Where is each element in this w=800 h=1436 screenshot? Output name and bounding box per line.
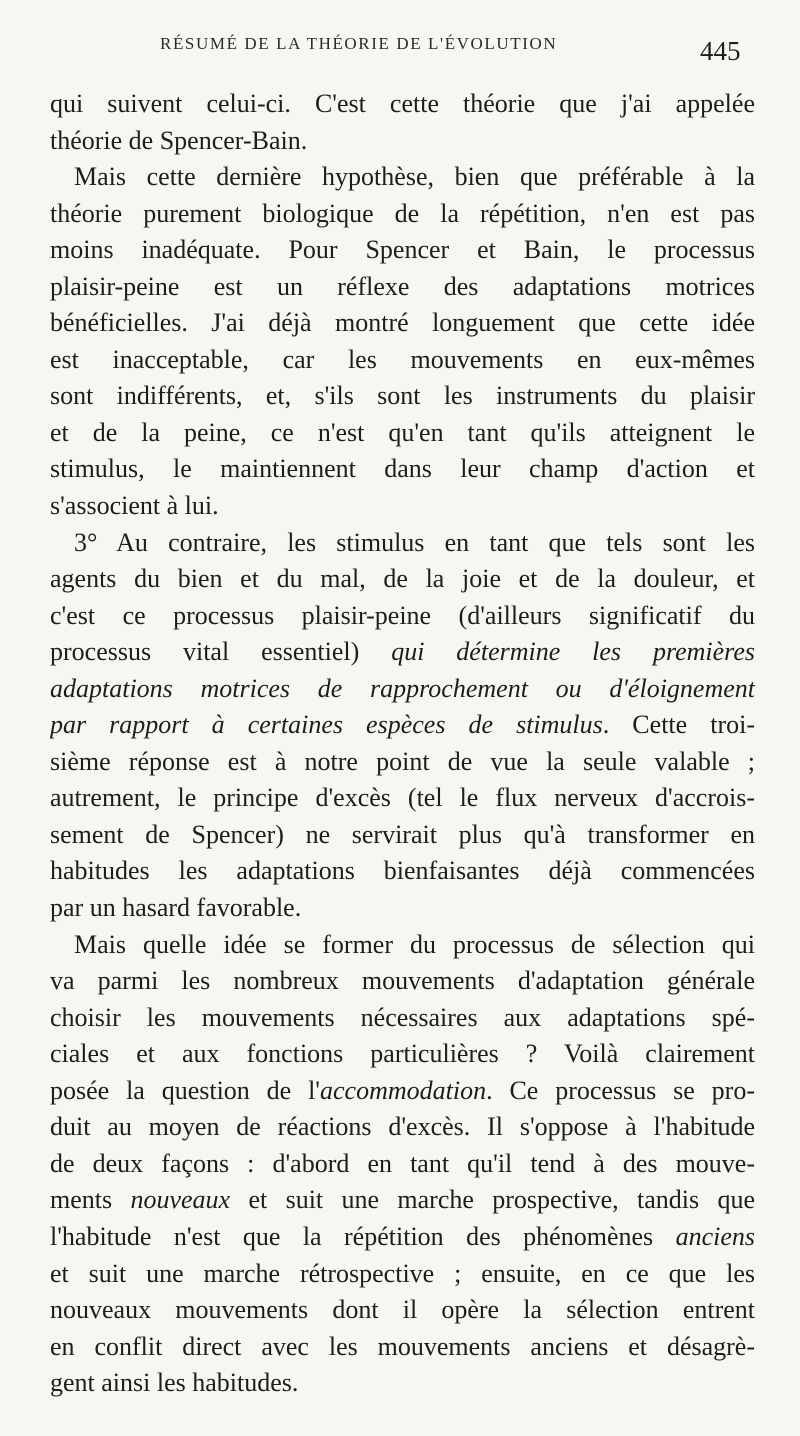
- text-line: [50, 707, 755, 744]
- text-segment: duit au moyen de réactions d'excès. Il s'oppose à l'habitude: [50, 1112, 755, 1142]
- text-segment: nouveaux mouvements dont il opère la sélection entrent: [50, 1295, 755, 1325]
- text-segment: processus vital essentiel): [50, 637, 392, 667]
- text-segment: posée la question de l': [50, 1075, 320, 1105]
- text-line: [50, 963, 755, 1000]
- text-line: [50, 123, 755, 160]
- italic-text-segment: accommodation: [319, 1075, 487, 1105]
- body-text: [50, 86, 755, 1402]
- text-segment: agents du bien et du mal, de la joie et de la douleur, et: [50, 564, 755, 594]
- text-segment: et de la peine, ce n'est qu'en tant qu'ils atteignent le: [50, 417, 755, 447]
- text-segment: bénéficielles. J'ai déjà montré longuement que cette idée: [50, 308, 755, 338]
- text-segment: qui suivent celui-ci. C'est cette théorie que j'ai appelée: [50, 89, 755, 118]
- text-segment: choisir les mouvements nécessaires aux adaptations spé-: [50, 1002, 755, 1032]
- text-segment: va parmi les nombreux mouvements d'adaptation générale: [50, 966, 755, 996]
- text-line: [50, 415, 755, 452]
- text-segment: sement de Spencer) ne servirait plus qu'à transformer en: [50, 819, 755, 849]
- text-segment: Mais quelle idée se former du processus de sélection qui: [74, 929, 755, 959]
- text-line: [50, 634, 755, 671]
- text-line: [50, 853, 755, 890]
- text-segment: plaisir-peine est un réflexe des adaptations motrices: [50, 271, 755, 301]
- text-segment: c'est ce processus plaisir-peine (d'ailleurs significatif du: [50, 600, 755, 630]
- text-line: [50, 1219, 755, 1256]
- text-line: [50, 598, 755, 635]
- text-line: [50, 1365, 755, 1402]
- text-line: [50, 451, 755, 488]
- text-line: [50, 305, 755, 342]
- text-segment: autrement, le principe d'excès (tel le flux nerveux d'accrois-: [50, 783, 755, 813]
- italic-text-segment: qui détermine les premières: [391, 637, 755, 667]
- text-line: [50, 86, 755, 123]
- text-line: [50, 232, 755, 269]
- text-line: [50, 525, 755, 562]
- text-line: [50, 1256, 755, 1293]
- italic-text-segment: adaptations motrices de rapprochement ou d'éloignement: [50, 673, 755, 703]
- text-line: [50, 1000, 755, 1037]
- text-segment: théorie purement biologique de la répétition, n'en est pas: [50, 198, 755, 228]
- text-segment: sont indifférents, et, s'ils sont les instruments du plaisir: [50, 381, 755, 411]
- text-segment: Mais cette dernière hypothèse, bien que préférable à la: [74, 162, 755, 192]
- text-segment: moins inadéquate. Pour Spencer et Bain, le processus: [50, 235, 755, 265]
- text-segment: en conflit direct avec les mouvements anciens et désagrè-: [50, 1331, 755, 1361]
- text-line: [50, 1182, 755, 1219]
- text-line: [50, 1329, 755, 1366]
- text-segment: stimulus, le maintiennent dans leur champ d'action et: [50, 454, 755, 484]
- text-segment: théorie de Spencer-Bain.: [50, 125, 308, 155]
- text-line: [50, 890, 755, 927]
- text-segment: est inacceptable, car les mouvements en eux-mêmes: [50, 344, 755, 374]
- text-line: [50, 1146, 755, 1183]
- page-number: 445: [700, 36, 741, 66]
- text-line: [50, 780, 755, 817]
- text-segment: l'habitude n'est que la répétition des phénomènes: [50, 1221, 676, 1251]
- text-segment: gent ainsi les habitudes.: [50, 1368, 299, 1398]
- text-line: [50, 927, 755, 964]
- text-line: [50, 196, 755, 233]
- text-segment: ciales et aux fonctions particulières ? Voilà clairement: [50, 1039, 755, 1069]
- text-line: [50, 561, 755, 598]
- text-line: [50, 671, 755, 708]
- text-segment: et suit une marche prospective, tandis que: [230, 1185, 755, 1215]
- text-line: [50, 1109, 755, 1146]
- text-segment: et suit une marche rétrospective ; ensuite, en ce que les: [50, 1258, 755, 1288]
- running-head-title: RÉSUMÉ DE LA THÉORIE DE L'ÉVOLUTION: [160, 34, 558, 53]
- italic-text-segment: par rapport à certaines espèces de stimulus: [50, 710, 603, 740]
- text-segment: de deux façons : d'abord en tant qu'il tend à des mouve-: [50, 1148, 755, 1178]
- text-segment: . Ce processus se pro-: [486, 1075, 755, 1105]
- text-segment: . Cette troi-: [602, 710, 755, 740]
- text-segment: sième réponse est à notre point de vue la seule valable ;: [50, 746, 755, 776]
- text-line: [50, 378, 755, 415]
- text-line: [50, 1292, 755, 1329]
- text-line: [50, 1036, 755, 1073]
- text-line: [50, 342, 755, 379]
- text-line: [50, 817, 755, 854]
- italic-text-segment: nouveaux: [130, 1185, 231, 1215]
- text-line: [50, 1073, 755, 1110]
- text-line: [50, 488, 755, 525]
- text-segment: habitudes les adaptations bienfaisantes déjà commencées: [50, 856, 755, 886]
- text-segment: 3° Au contraire, les stimulus en tant que tels sont les: [74, 527, 755, 557]
- text-segment: s'associent à lui.: [50, 491, 219, 521]
- text-segment: par un hasard favorable.: [50, 893, 302, 923]
- text-segment: ments: [50, 1185, 131, 1215]
- text-line: [50, 269, 755, 306]
- text-line: [50, 744, 755, 781]
- text-line: [50, 159, 755, 196]
- italic-text-segment: anciens: [675, 1221, 755, 1251]
